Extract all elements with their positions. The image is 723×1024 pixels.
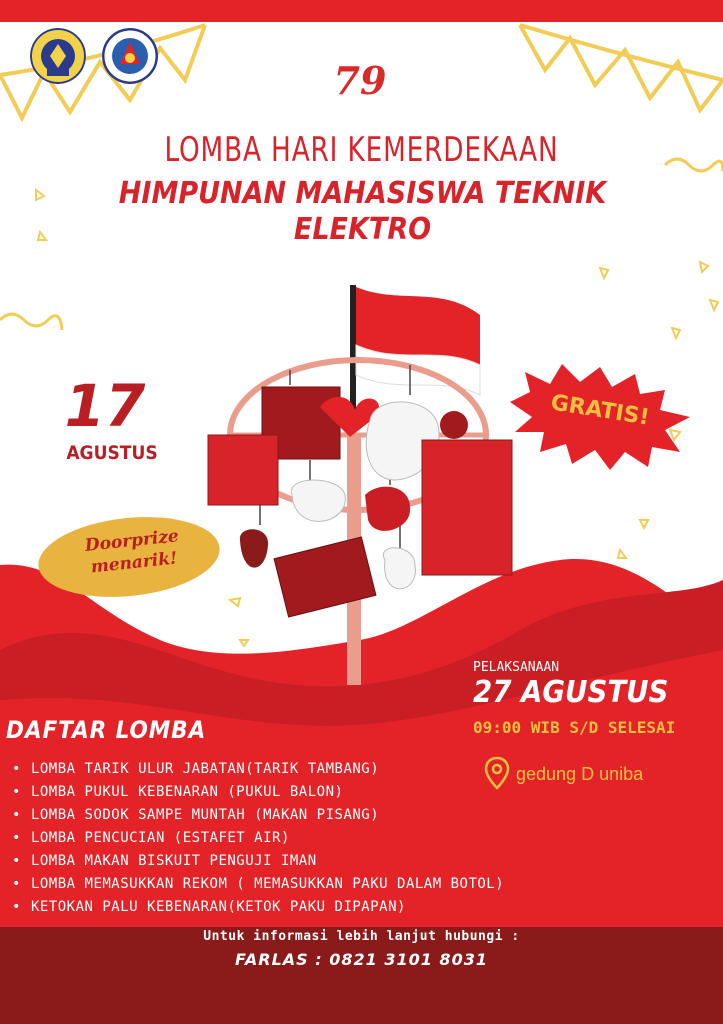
student-association-logo — [102, 28, 158, 84]
event-label: PELAKSANAAN — [473, 660, 560, 675]
info-text: Untuk informasi lebih lanjut hubungi : — [203, 929, 520, 944]
event-location: gedung D uniba — [516, 764, 644, 784]
contest-item: • LOMBA PENCUCIAN (ESTAFET AIR) — [12, 827, 504, 850]
contest-item: • LOMBA MEMASUKKAN REKOM ( MEMASUKKAN PAKU DALAM BOTOL) — [12, 873, 504, 896]
contest-item: • LOMBA SODOK SAMPE MUNTAH (MAKAN PISANG) — [12, 804, 504, 827]
date-month: AGUSTUS — [66, 442, 158, 464]
top-bar — [0, 0, 723, 22]
bunting-left — [0, 25, 205, 118]
contest-item: • KETOKAN PALU KEBENARAN(KETOK PAKU DIPAPAN) — [12, 896, 504, 919]
gratis-label: GRATIS! — [548, 390, 652, 431]
contest-item: • LOMBA TARIK ULUR JABATAN(TARIK TAMBANG) — [12, 758, 504, 781]
organizer-title: HIMPUNAN MAHASISWA TEKNIK ELEKTRO — [118, 176, 607, 247]
bunting-right — [520, 25, 723, 110]
contact-number: FARLAS : 0821 3101 8031 — [235, 950, 488, 969]
date-day: 17 — [64, 372, 146, 440]
contest-list-title: DAFTAR LOMBA — [6, 716, 207, 744]
anniversary-number: 79 — [333, 58, 387, 103]
university-logo — [30, 28, 86, 84]
doorprize-label: Doorprize menarik! — [83, 526, 180, 578]
event-time: 09:00 WIB S/D SELESAI — [473, 718, 676, 737]
contest-item: • LOMBA PUKUL KEBENARAN (PUKUL BALON) — [12, 781, 504, 804]
event-title: LOMBA HARI KEMERDEKAAN — [164, 130, 559, 170]
contest-list — [12, 758, 504, 919]
contest-item: • LOMBA MAKAN BISKUIT PENGUJI IMAN — [12, 850, 504, 873]
panjat-pinang-illustration — [200, 285, 520, 685]
event-date: 27 AGUSTUS — [473, 675, 669, 710]
